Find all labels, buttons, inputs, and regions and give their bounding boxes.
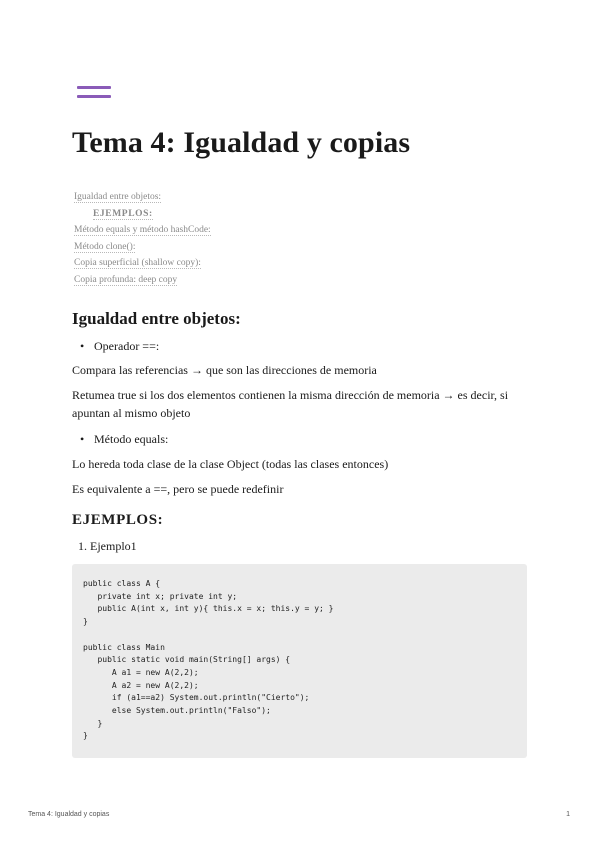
toc-link-igualdad[interactable]: Igualdad entre objetos:	[74, 192, 162, 202]
bullet-operador: • Operador ==:	[80, 337, 159, 355]
toc-link-deep-copy[interactable]: Copia profunda: deep copy	[74, 274, 178, 285]
page-title: Tema 4: Igualdad y copias	[72, 126, 411, 159]
list-item-ejemplo1: 1. Ejemplo1	[78, 539, 137, 553]
toc-link-shallow-copy[interactable]: Copia superficial (shallow copy):	[74, 258, 201, 269]
section-heading-ejemplos: EJEMPLOS:	[72, 512, 164, 528]
page-number: 1	[566, 811, 570, 818]
code-block: public class A { private int x; private int y; public A(int x, int y){ this.x = x; this.y = y; } } public class Main public static void main(String[] args) { A a1 = new A(2,2); A a2 = new A(2,2); if (a1==a2) System.out.println("Cierto"); else System.out.println("Falso"); } }	[72, 564, 527, 758]
paragraph-compara: Compara las referencias → que son las direcciones de memoria	[72, 363, 377, 377]
toc-link-equals-hashcode[interactable]: Método equals y método hashCode:	[74, 225, 211, 236]
paragraph-hereda: Lo hereda toda clase de la clase Object (todas las clases entonces)	[72, 457, 389, 471]
bullet-equals: • Método equals:	[80, 430, 168, 448]
purple-bars-logo-icon	[77, 86, 111, 104]
toc-link-ejemplos[interactable]: EJEMPLOS:	[93, 208, 153, 219]
table-of-contents	[74, 190, 211, 290]
toc-link-clone[interactable]: Método clone():	[74, 241, 136, 252]
footer-title: Tema 4: Igualdad y copias	[28, 811, 110, 818]
paragraph-equivalente: Es equivalente a ==, pero se puede redefinir	[72, 482, 284, 496]
section-heading-igualdad: Igualdad entre objetos:	[72, 309, 241, 328]
paragraph-retumea: Retumea true si los dos elementos contienen la misma dirección de memoria → es decir, si apuntan al mismo objeto	[72, 388, 509, 420]
